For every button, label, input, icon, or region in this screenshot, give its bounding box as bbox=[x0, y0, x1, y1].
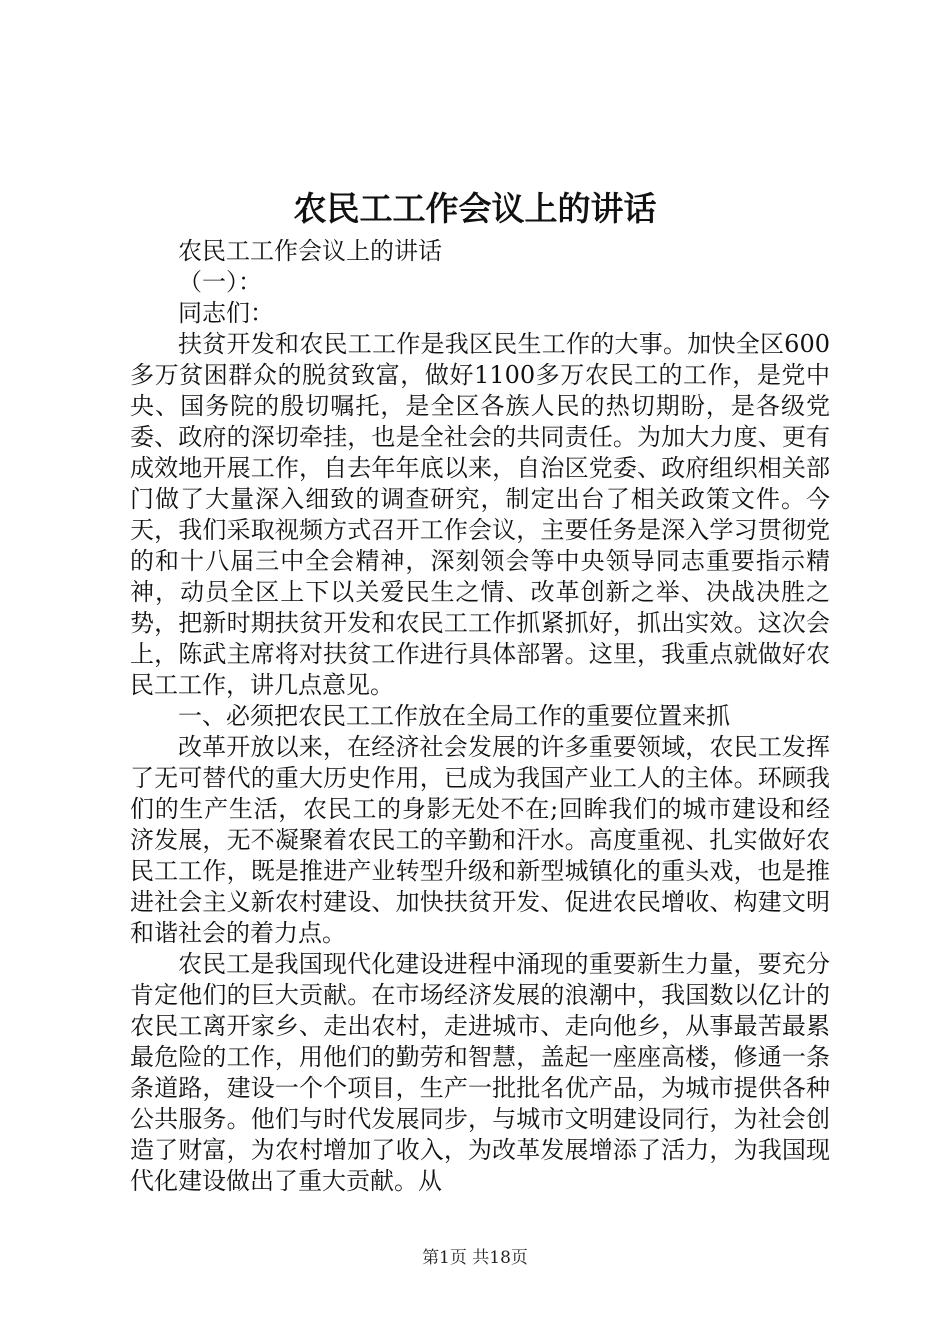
document-title: 农民工工作会议上的讲话 bbox=[293, 189, 657, 228]
paragraph-body: 扶贫开发和农民工工作是我区民生工作的大事。加快全区600多万贫困群众的脱贫致富，做好1100多万农民工的工作，是党中央、国务院的殷切嘱托，是全区各族人民的热切期盼，是各级党委、政府的深切牵挂，也是全社会的共同责任。为加大力度、更有成效地开展工作，自去年年底以来，自治区党委、政府组织相关部门做了大量深入细致的调查研究，制定出台了相关政策文件。今天，我们采取视频方式召开工作会议，主要任务是深入学习贯彻党的和十八届三中全会精神，深刻领会等中央领导同志重要指示精神，动员全区上下以关爱民生之情、改革创新之举、决战决胜之势，把新时期扶贫开发和农民工工作抓紧抓好，抓出实效。这次会上，陈武主席将对扶贫工作进行具体部署。这里，我重点就做好农民工工作，讲几点意见。 bbox=[130, 330, 830, 699]
paragraph-subtitle: 农民工工作会议上的讲话 bbox=[178, 237, 442, 265]
page-footer: 第1页 共18页 bbox=[422, 1248, 528, 1268]
paragraph-heading: 一、必须把农民工工作放在全局工作的重要位置来抓 bbox=[178, 702, 730, 730]
paragraph-body: 农民工是我国现代化建设进程中涌现的重要新生力量，要充分肯定他们的巨大贡献。在市场经济发展的浪潮中，我国数以亿计的农民工离开家乡、走出农村，走进城市、走向他乡，从事最苦最累最危险的工作，用他们的勤劳和智慧，盖起一座座高楼，修通一条条道路，建设一个个项目，生产一批批名优产品，为城市提供各种公共服务。他们与时代发展同步，与城市文明建设同行，为社会创造了财富，为农村增加了收入，为改革发展增添了活力，为我国现代化建设做出了重大贡献。从 bbox=[130, 950, 830, 1195]
document-body bbox=[130, 236, 830, 1197]
paragraph-section-number: （一）： bbox=[178, 268, 262, 296]
paragraph-body: 改革开放以来，在经济社会发展的许多重要领域，农民工发挥了无可替代的重大历史作用，已成为我国产业工人的主体。环顾我们的生产生活，农民工的身影无处不在;回眸我们的城市建设和经济发展，无不凝聚着农民工的辛勤和汗水。高度重视、扎实做好农民工工作，既是推进产业转型升级和新型城镇化的重头戏，也是推进社会主义新农村建设、加快扶贫开发、促进农民增收、构建文明和谐社会的着力点。 bbox=[130, 733, 830, 947]
paragraph-salutation: 同志们： bbox=[178, 299, 274, 327]
